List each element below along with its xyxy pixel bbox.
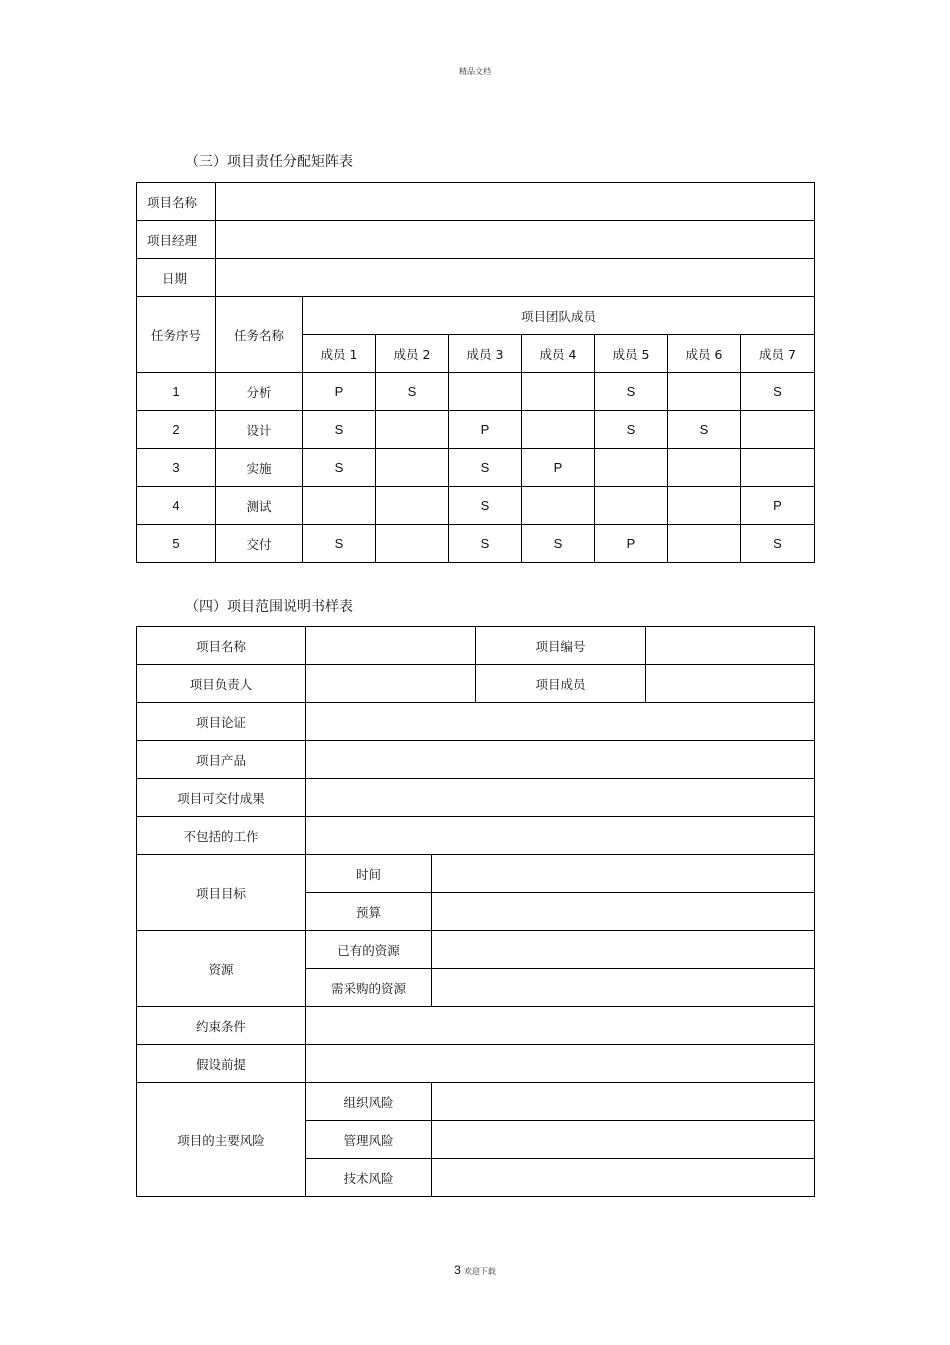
project-no-value[interactable] <box>646 627 815 665</box>
task-no: 4 <box>137 487 216 525</box>
role-cell <box>741 449 815 487</box>
role-cell: S <box>376 373 449 411</box>
role-cell: P <box>595 525 668 563</box>
download-note: 欢迎下载 <box>463 1267 496 1276</box>
assumptions-label: 假设前提 <box>137 1045 306 1083</box>
role-cell: S <box>741 525 815 563</box>
scope-title: （四）项目范围说明书样表 <box>185 599 353 615</box>
constraints-label: 约束条件 <box>137 1007 306 1045</box>
org-risk-label: 组织风险 <box>306 1083 432 1121</box>
project-manager-value[interactable] <box>216 221 815 259</box>
role-cell: S <box>668 411 741 449</box>
task-name: 分析 <box>216 373 303 411</box>
purchase-resources-value[interactable] <box>432 969 815 1007</box>
role-cell <box>668 487 741 525</box>
project-name-value[interactable] <box>216 183 815 221</box>
page-footer <box>0 1259 950 1278</box>
project-name-label: 项目名称 <box>137 627 306 665</box>
project-name-value[interactable] <box>306 627 476 665</box>
project-owner-value[interactable] <box>306 665 476 703</box>
role-cell: S <box>303 525 376 563</box>
team-members-header: 项目团队成员 <box>303 297 815 335</box>
role-cell: S <box>595 373 668 411</box>
task-no: 3 <box>137 449 216 487</box>
role-cell <box>522 411 595 449</box>
exclusions-value[interactable] <box>306 817 815 855</box>
member-header: 成员 5 <box>595 335 668 373</box>
deliverables-label: 项目可交付成果 <box>137 779 306 817</box>
task-name: 测试 <box>216 487 303 525</box>
role-cell: S <box>449 449 522 487</box>
role-cell <box>595 449 668 487</box>
responsibility-matrix-table <box>136 182 815 563</box>
task-name: 交付 <box>216 525 303 563</box>
time-label: 时间 <box>306 855 432 893</box>
table-row <box>137 449 815 487</box>
deliverables-value[interactable] <box>306 779 815 817</box>
existing-resources-value[interactable] <box>432 931 815 969</box>
main-risks-label: 项目的主要风险 <box>137 1083 306 1197</box>
tech-risk-label: 技术风险 <box>306 1159 432 1197</box>
role-cell: P <box>522 449 595 487</box>
role-cell: S <box>303 449 376 487</box>
role-cell: S <box>595 411 668 449</box>
member-header: 成员 2 <box>376 335 449 373</box>
task-no: 1 <box>137 373 216 411</box>
tech-risk-value[interactable] <box>432 1159 815 1197</box>
role-cell: S <box>303 411 376 449</box>
exclusions-label: 不包括的工作 <box>137 817 306 855</box>
table-row <box>137 373 815 411</box>
project-owner-label: 项目负责人 <box>137 665 306 703</box>
task-name: 实施 <box>216 449 303 487</box>
mgmt-risk-value[interactable] <box>432 1121 815 1159</box>
role-cell <box>376 449 449 487</box>
date-label: 日期 <box>137 259 216 297</box>
header-note: 精品文档 <box>459 67 491 76</box>
task-name-header: 任务名称 <box>216 297 303 373</box>
role-cell <box>522 487 595 525</box>
constraints-value[interactable] <box>306 1007 815 1045</box>
project-members-value[interactable] <box>646 665 815 703</box>
member-header: 成员 3 <box>449 335 522 373</box>
justification-value[interactable] <box>306 703 815 741</box>
existing-resources-label: 已有的资源 <box>306 931 432 969</box>
product-label: 项目产品 <box>137 741 306 779</box>
member-header: 成员 6 <box>668 335 741 373</box>
role-cell: P <box>741 487 815 525</box>
member-header: 成员 4 <box>522 335 595 373</box>
role-cell <box>668 525 741 563</box>
scope-statement-table <box>136 626 815 1197</box>
date-value[interactable] <box>216 259 815 297</box>
role-cell <box>376 487 449 525</box>
role-cell <box>449 373 522 411</box>
role-cell <box>741 411 815 449</box>
matrix-title: （三）项目责任分配矩阵表 <box>185 154 353 170</box>
role-cell: P <box>303 373 376 411</box>
budget-label: 预算 <box>306 893 432 931</box>
time-value[interactable] <box>432 855 815 893</box>
role-cell: S <box>449 487 522 525</box>
role-cell: P <box>449 411 522 449</box>
objectives-label: 项目目标 <box>137 855 306 931</box>
role-cell <box>668 449 741 487</box>
member-header: 成员 7 <box>741 335 815 373</box>
task-name: 设计 <box>216 411 303 449</box>
role-cell <box>668 373 741 411</box>
project-members-label: 项目成员 <box>476 665 646 703</box>
assumptions-value[interactable] <box>306 1045 815 1083</box>
role-cell <box>522 373 595 411</box>
role-cell <box>376 525 449 563</box>
task-no-header: 任务序号 <box>137 297 216 373</box>
member-header: 成员 1 <box>303 335 376 373</box>
task-no: 5 <box>137 525 216 563</box>
mgmt-risk-label: 管理风险 <box>306 1121 432 1159</box>
table-row <box>137 525 815 563</box>
org-risk-value[interactable] <box>432 1083 815 1121</box>
role-cell <box>595 487 668 525</box>
table-row <box>137 411 815 449</box>
product-value[interactable] <box>306 741 815 779</box>
role-cell: S <box>522 525 595 563</box>
role-cell <box>303 487 376 525</box>
task-no: 2 <box>137 411 216 449</box>
table-row <box>137 487 815 525</box>
role-cell: S <box>449 525 522 563</box>
project-no-label: 项目编号 <box>476 627 646 665</box>
resources-label: 资源 <box>137 931 306 1007</box>
purchase-resources-label: 需采购的资源 <box>306 969 432 1007</box>
page-number: 3 <box>454 1263 461 1277</box>
role-cell <box>376 411 449 449</box>
project-name-label: 项目名称 <box>137 183 216 221</box>
project-manager-label: 项目经理 <box>137 221 216 259</box>
role-cell: S <box>741 373 815 411</box>
budget-value[interactable] <box>432 893 815 931</box>
justification-label: 项目论证 <box>137 703 306 741</box>
